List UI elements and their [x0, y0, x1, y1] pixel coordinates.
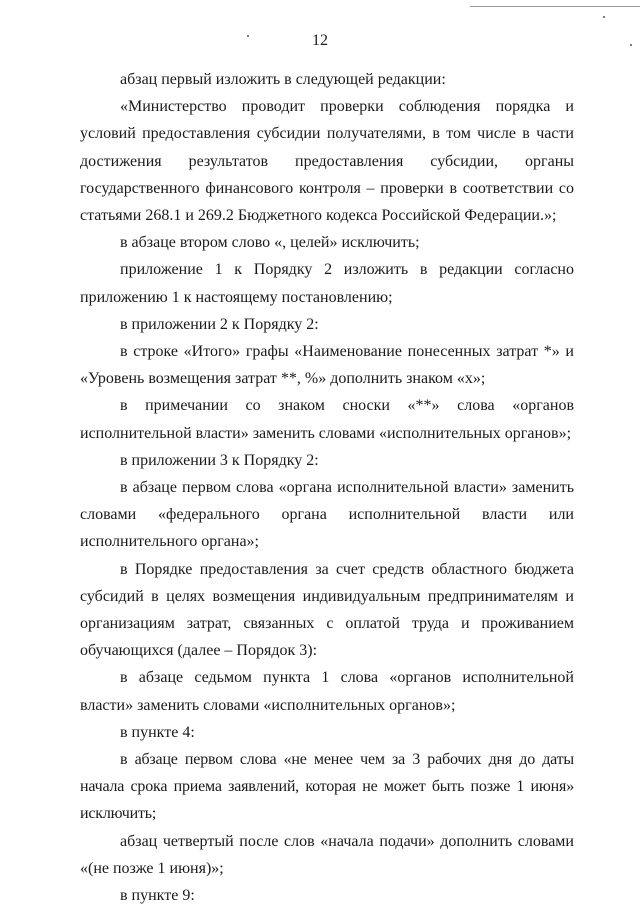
document-body — [80, 66, 574, 909]
paragraph: абзац первый изложить в следующей редакции: — [120, 71, 446, 88]
paragraph: в абзаце втором слово «, целей» исключить; — [120, 234, 420, 252]
page-number: 12 — [312, 32, 328, 49]
paragraph: в пункте 9: — [120, 887, 195, 905]
paragraph: «Министерство проводит проверки соблюдения порядка и условий предоставления субсидии получателями, в том числе в части достижения результатов предоставления субсидии, органы государственного финансового контроля – проверки в соответствии со статьями 268.1 и 269.2 Бюджетного кодекса Российской Федерации.»; — [80, 98, 574, 225]
paragraph: абзац четвертый после слов «начала подачи» дополнить словами «(не позже 1 июня)»; — [80, 832, 574, 877]
scan-speck — [603, 16, 605, 18]
paragraph: в абзаце седьмом пункта 1 слова «органов исполнительной власти» заменить словами «исполнительных органов»; — [80, 669, 574, 714]
paragraph: в абзаце первом слова «не менее чем за 3 рабочих дня до даты начала срока приема заявлений, которая не может быть позже 1 июня» исключить; — [80, 751, 574, 823]
paragraph: в строке «Итого» графы «Наименование понесенных затрат *» и «Уровень возмещения затрат **, %» дополнить знаком «х»; — [80, 343, 574, 388]
paragraph: в приложении 2 к Порядку 2: — [120, 315, 319, 333]
paragraph: в приложении 3 к Порядку 2: — [120, 451, 319, 469]
paragraph: в Порядке предоставления за счет средств областного бюджета субсидий в целях возмещения индивидуальным предпринимателям и организациям затрат, связанных с оплатой труда и проживанием обучающихся (далее – Порядок 3): — [80, 560, 574, 660]
paragraph: в примечании со знаком сноски «**» слова «органов исполнительной власти» заменить словами «исполнительных органов»; — [80, 397, 574, 442]
scan-border-line — [470, 6, 640, 7]
paragraph: в абзаце первом слова «органа исполнительной власти» заменить словами «федерального органа исполнительной власти или исполнительного органа»; — [80, 479, 574, 551]
paragraph: приложение 1 к Порядку 2 изложить в редакции согласно приложению 1 к настоящему постановлению; — [80, 261, 574, 306]
paragraph: в пункте 4: — [120, 723, 195, 741]
